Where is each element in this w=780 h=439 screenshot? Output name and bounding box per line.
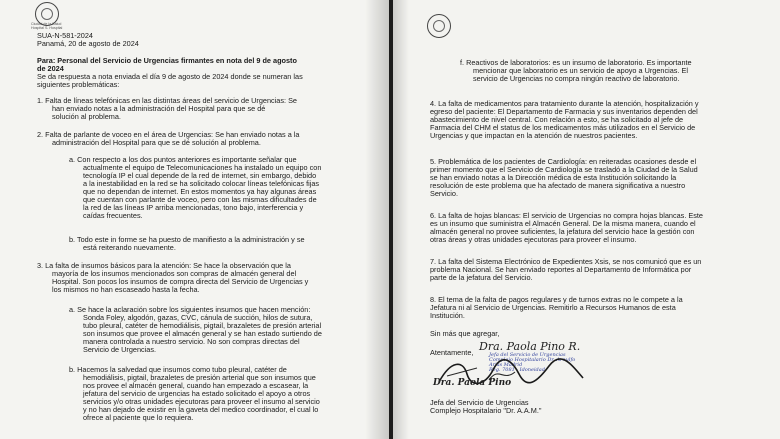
item-3b-line-3: nos provee el almacén general, cuando han empezado a escasear, la	[83, 381, 309, 390]
institution-logo-icon-right	[427, 14, 451, 38]
item-2a-line-3: tecnología IP el cual depende de la red de internet, sin embargo, debido	[83, 171, 317, 180]
item-5-line-2: primer momento que el Servicio de Cardiología se trasladó a la Ciudad de la Salud	[430, 165, 698, 174]
item-8-line-2: Jefatura ni al Servicio de Urgencias. Remitirlo a Recursos Humanos de esta	[430, 303, 676, 312]
item-3b-line-4: jefatura del servicio de urgencias ha estado solicitado el apoyo a otros	[83, 389, 311, 398]
letter-date: Panamá, 20 de agosto de 2024	[37, 39, 139, 48]
item-2a-line-5: que no dependan de internet. En estos momentos ya hay algunas áreas	[83, 187, 317, 196]
signer-title: Jefa del Servicio de Urgencias	[430, 398, 529, 407]
subject-line-2: de 2024	[37, 64, 64, 73]
item-f-line-1: f. Reactivos de laboratorios: es un insumo de laboratorio. Es importante	[460, 58, 692, 67]
stamp-line-4: Reg. 7081 · Idoneidad	[489, 367, 545, 373]
stamp-line-2: Complejo Hospitalario Dr. Arnulfo	[489, 357, 576, 363]
item-8-line-3: Institución.	[430, 311, 465, 320]
item-3a-line-5: manera controlada a nuestro servicio. No son compras directas del	[83, 337, 300, 346]
item-2b-line-2: está reiterando nuevamente.	[83, 243, 176, 252]
item-f-line-2: mencionar que laboratorio es un servicio de apoyo a Urgencias. El	[473, 66, 688, 75]
atentamente-label: Atentamente,	[430, 348, 474, 357]
item-5-line-4: resolución de este problema que ha afectado de manera significativa a nuestro	[430, 181, 686, 190]
item-6-line-1: 6. La falta de hojas blancas: El servicio de Urgencias no compra hojas blancas. Este	[430, 211, 703, 220]
item-2a-line-8: caídas frecuentes.	[83, 211, 143, 220]
item-3b-line-1: b. Hacemos la salvedad que insumos como tubo pleural, catéter de	[69, 365, 287, 374]
letter-page-right	[393, 0, 780, 439]
page-fold-shadow	[365, 0, 389, 439]
item-2a-line-1: a. Con respecto a los dos puntos anteriores es importante señalar que	[69, 155, 297, 164]
item-5-line-1: 5. Problemática de los pacientes de Cardiología: en reiteradas ocasiones desde el	[430, 157, 697, 166]
item-1-line-3: solución al problema.	[52, 112, 121, 121]
item-1-line-1: 1. Falta de líneas telefónicas en las distintas áreas del servicio de Urgencias: Se	[37, 96, 297, 105]
subject-line-1: Para: Personal del Servicio de Urgencias firmantes en nota del 9 de agosto	[37, 56, 297, 65]
item-4-line-3: abastecimiento de nivel central. Con relación a esto, se ha solicitado al jefe de	[430, 115, 684, 124]
item-4-line-1: 4. La falta de medicamentos para tratamiento durante la atención, hospitalización y	[430, 99, 699, 108]
item-4-line-4: Farmacia del CHM el status de los medicamentos más utilizados en el Servicio de	[430, 123, 696, 132]
item-2-line-1: 2. Falta de parlante de voceo en el área de Urgencias: Se han enviado notas a la	[37, 130, 300, 139]
reference-number: SUA-N-581-2024	[37, 31, 93, 40]
item-6-line-3: almacén general no provee suficientes, la jefatura del servicio hace la gestión con	[430, 227, 695, 236]
logo-caption-1: Ciudad de la Salud	[31, 22, 62, 26]
intro-line-2: siguientes problemáticas:	[37, 80, 120, 89]
item-2-line-2: administración del Hospital para que se dé solución al problema.	[52, 138, 261, 147]
logo-caption-2: Hospital S. Hospital	[31, 26, 63, 30]
item-3-line-2: mayoría de los insumos mencionados son compras de almacén general del	[52, 269, 297, 278]
item-6-line-2: es un insumo que suministra el Almacén General. De la misma manera, cuando el	[430, 219, 696, 228]
item-6-line-4: otras áreas y otras unidades ejecutoras para proveer el insumo.	[430, 235, 637, 244]
stamp-line-3: Arias Madrid	[489, 362, 523, 368]
item-3b-line-2: hemodiálisis, pigtail, brazaletes de presión arterial que son insumos que	[83, 373, 316, 382]
item-7-line-2: problema Nacional. Se han enviado reportes al Departamento de Informática por	[430, 265, 692, 274]
letter-page-left	[0, 0, 389, 439]
item-4-line-5: Urgencias y que impactan en la atención de nuestros pacientes.	[430, 131, 638, 140]
item-1-line-2: han enviado notas a la administración del Hospital para que se dé	[52, 104, 266, 113]
item-3-line-4: los mismos no han escaseado hasta la fecha.	[52, 285, 200, 294]
item-3-line-1: 3. La falta de insumos básicos para la atención: Se hace la observación que la	[37, 261, 291, 270]
closing-line: Sin más que agregar,	[430, 329, 500, 338]
item-3a-line-4: son insumos que provee el almacén general y se han estado surtiendo de	[83, 329, 322, 338]
item-5-line-5: Servicio.	[430, 189, 458, 198]
item-2a-line-4: a la inestabilidad en la red se ha solicitado colocar líneas telefónicas fijas	[83, 179, 320, 188]
signature-handwritten-top: Dra. Paola Pino R.	[479, 340, 581, 353]
item-3b-line-7: ofrece al paciente que lo requiera.	[83, 413, 194, 422]
item-2a-line-7: la red de las líneas IP arriba mencionadas, tono bajo, interferencia y	[83, 203, 304, 212]
item-3a-line-6: Servicio de Urgencias.	[83, 345, 157, 354]
item-7-line-3: parte de la jefatura del Servicio.	[430, 273, 533, 282]
item-3b-line-6: y no han dejado de existir en la gaveta del medico coordinador, el cual lo	[83, 405, 319, 414]
item-3a-line-2: Sonda Foley, algodón, gazas, CVC, cánula de succión, hilos de sutura,	[83, 313, 313, 322]
item-2b-line-1: b. Todo este in forme se ha puesto de manifiesto a la administración y se	[69, 235, 305, 244]
item-4-line-2: egreso del paciente: El Departamento de Farmacia y sus inventarios dependen del	[430, 107, 698, 116]
item-3a-line-1: a. Se hace la aclaración sobre los siguientes insumos que hacen mención:	[69, 305, 311, 314]
item-8-line-1: 8. El tema de la falta de pagos regulares y de turnos extras no le compete a la	[430, 295, 683, 304]
item-7-line-1: 7. La falta del Sistema Electrónico de Expedientes Xsis, se nos comunicó que es un	[430, 257, 702, 266]
signature-name: Dra. Paola Pino	[433, 378, 512, 388]
signer-organization: Complejo Hospitalario "Dr. A.A.M."	[430, 406, 542, 415]
page-fold-shadow-right	[393, 0, 409, 439]
item-3a-line-3: tubo pleural, catéter de hemodiálisis, pigtail, brazaletes de presión arterial	[83, 321, 322, 330]
stamp-line-1: Jefa del Servicio de Urgencias	[489, 352, 566, 358]
item-f-line-3: servicio de Urgencias no compra ningún reactivo de laboratorio.	[473, 74, 680, 83]
item-5-line-3: se han enviado notas a la Dirección médica de esta Institución solicitando la	[430, 173, 677, 182]
item-2a-line-2: actualmente el equipo de Telecomunicaciones ha instalado un equipo con	[83, 163, 322, 172]
item-3b-line-5: servicios y/o otras unidades ejecutoras para proveer el insumo al servicio	[83, 397, 320, 406]
intro-line-1: Se da respuesta a nota enviada el día 9 de agosto de 2024 donde se numeran las	[37, 72, 303, 81]
item-3-line-3: Hospital. Son pocos los insumos de compra directa del Servicio de Urgencias y	[52, 277, 309, 286]
item-2a-line-6: que cuentan con parlante de voceo, pero con las mismas dificultades de	[83, 195, 317, 204]
